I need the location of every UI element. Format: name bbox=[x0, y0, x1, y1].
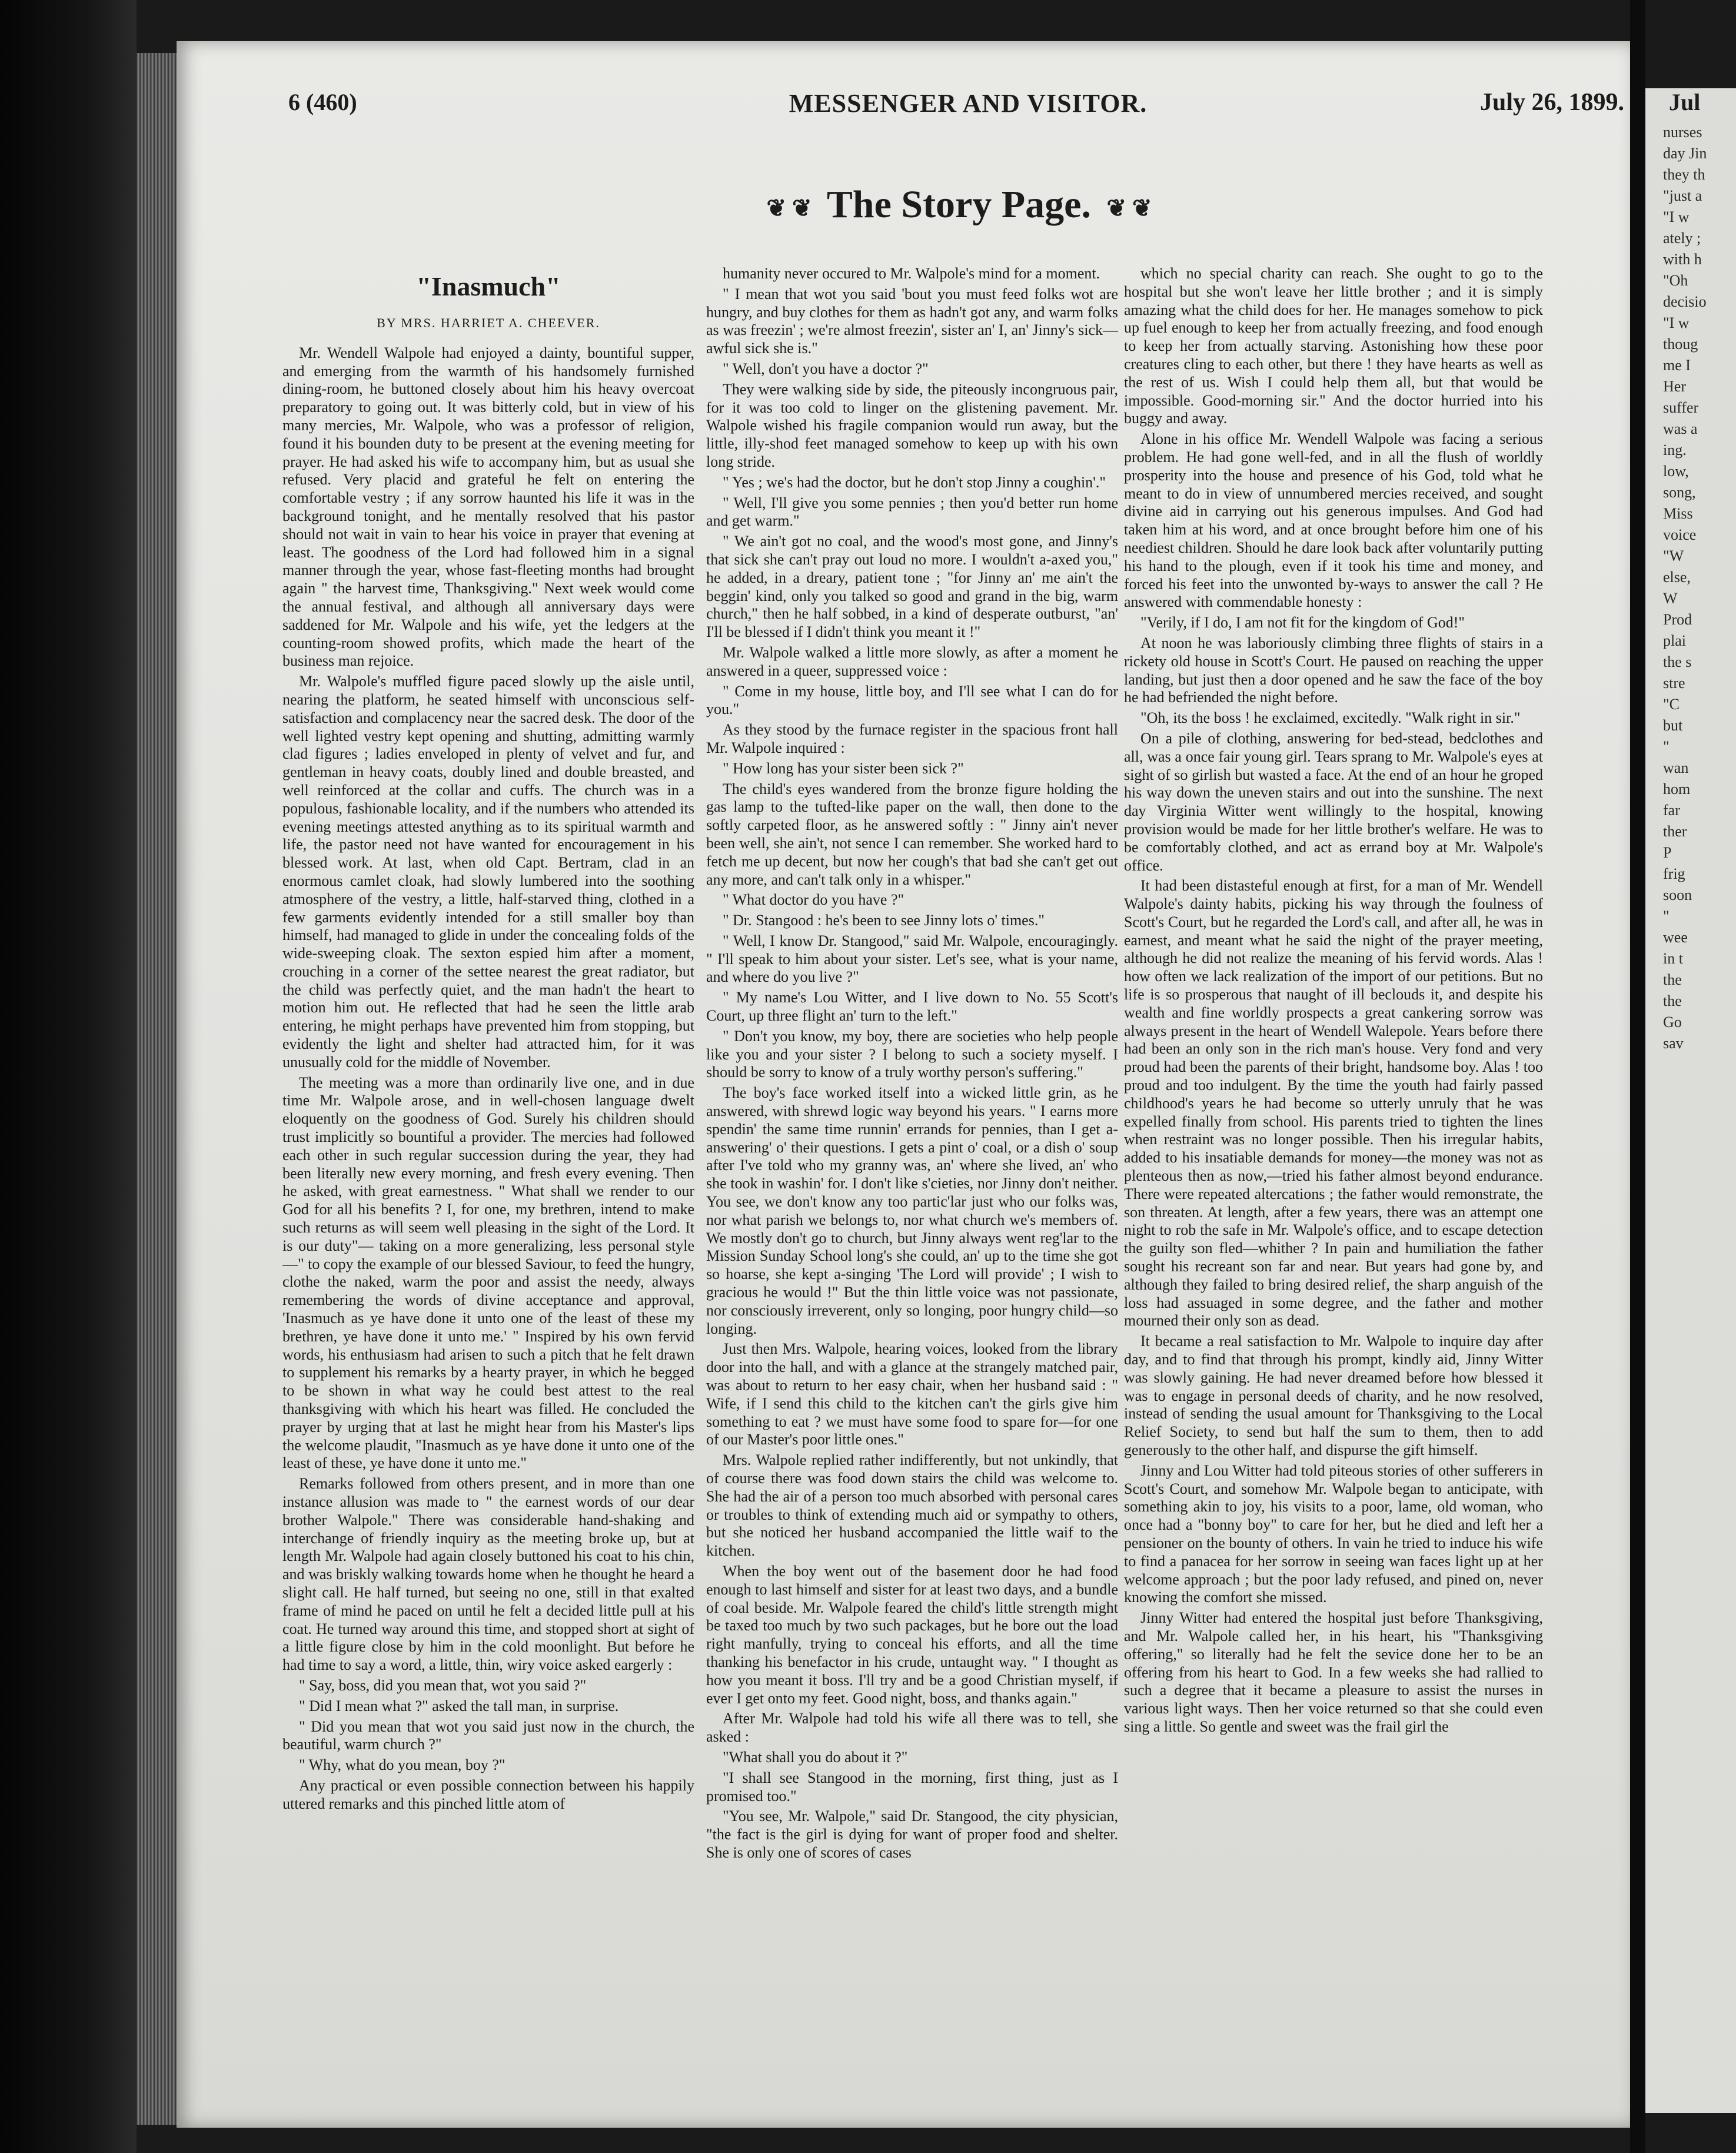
paragraph: " What doctor do you have ?" bbox=[723, 891, 904, 909]
column-3 bbox=[1124, 265, 1543, 2101]
paragraph: " Say, boss, did you mean that, wot you said ?" bbox=[299, 1676, 587, 1694]
column-2-body bbox=[706, 265, 1118, 1862]
issue-date: July 26, 1899. bbox=[1479, 89, 1624, 116]
paragraph: " How long has your sister been sick ?" bbox=[723, 759, 964, 777]
ornament-right-icon: ❦ ❦ bbox=[1106, 195, 1152, 222]
page-header bbox=[288, 88, 1648, 129]
paragraph: Mr. Walpole's muffled figure paced slowly up the aisle until, nearing the platform, he seated himself with unconscious self-satisfaction and complacency near the sacred desk. The door of the well lighted vestry kept opening and shutting, admitting warmly clad figures ; ladies enveloped in plenty of velvet and fur, and gentleman in heavy coats, doubly lined and double breasted, and well reinforced at the collar and cuffs. The church was in a populous, fashionable locality, and if the numbers who attended its evening meetings attested anything as to its spiritual warmth and life, the pastor need not have wanted for encouragement in his blessed work. At last, when old Capt. Bertram, clad in an enormous camlet cloak, had slowly lumbered into the soothing atmosphere of the vestry, a little, half-starved thing, clothed in a few garments evidently intended for a still smaller boy than himself, had managed to glide in under the concealing folds of the wide-sweeping cloak. The sexton espied him after a moment, crouching in a corner of the settee nearest the great radiator, but the child was perfectly quiet, and the man hadn't the heart to motion him out. He reflected that had he seen the little arab entering, he might perhaps have prevented him from stopping, but evidently the light and shelter had attracted him, for it was unusually cold for the middle of November. bbox=[282, 673, 694, 1071]
paragraph: " Why, what do you mean, boy ?" bbox=[299, 1756, 505, 1774]
section-title-text: The Story Page. bbox=[826, 183, 1091, 226]
paragraph: " Come in my house, little boy, and I'll see what I can do for you." bbox=[706, 682, 1118, 718]
paragraph: " Did I mean what ?" asked the tall man, in surprise. bbox=[299, 1697, 619, 1715]
paragraph: " Well, I know Dr. Stangood," said Mr. Walpole, encouragingly. " I'll speak to him about your sister. Let's see, what is your name, and where do you live ?" bbox=[706, 932, 1118, 986]
book-spine bbox=[0, 0, 137, 2153]
paragraph: Just then Mrs. Walpole, hearing voices, looked from the library door into the hall, and with a glance at the strangely matched pair, was about to return to her easy chair, when her husband said : " Wife, if I send this child to the kitchen can't the girls give him something to eat ? we must have some food to spare for—for one of our Master's poor little ones." bbox=[706, 1340, 1118, 1448]
paragraph: Alone in his office Mr. Wendell Walpole was facing a serious problem. He had gone well-fed, and in all the flush of worldly prosperity into the house and presence of his God, told what he meant to do in view of unnumbered mercies received, and sought divine aid in carrying out his generous impulses. And God had taken him at his word, and at once brought before him one of his neediest children. Should he dare look back after voluntarily putting his hand to the plough, even if it took his time and money, and forced his feet into the unwonted by-ways to answer the call ? He answered with commendable honesty : bbox=[1124, 430, 1543, 611]
adjacent-page bbox=[1645, 88, 1736, 2113]
masthead: MESSENGER AND VISITOR. bbox=[789, 89, 1148, 118]
paragraph: " Well, I'll give you some pennies ; then you'd better run home and get warm." bbox=[706, 494, 1118, 530]
paragraph: At noon he was laboriously climbing three flights of stairs in a rickety old house in Scott's Court. He paused on reaching the upper landing, but just then a door opened and he saw the face of the boy he had befriended the night before. bbox=[1124, 634, 1543, 706]
page-number: 6 (460) bbox=[288, 89, 357, 115]
paragraph: humanity never occured to Mr. Walpole's mind for a moment. bbox=[723, 265, 1100, 282]
paragraph: "Verily, if I do, I am not fit for the kingdom of God!" bbox=[1140, 614, 1465, 632]
paragraph: The boy's face worked itself into a wicked little grin, as he answered, with shrewd logic way beyond his years. " I earns more spendin' the same time runnin' errands for pennies, than I get a-answering' o' their questions. I gets a pint o' coal, or a dish o' soup after I've told who my granny was, an' where she lived, an' who she took in washin' for. I don't like s'cieties, nor Jinny don't neither. You see, we don't know any too partic'lar just who our folks was, nor what parish we belongs to, nor what church we's members of. We mostly don't go to church, but Jinny always went reg'lar to the Mission Sunday School long's she could, an' up to the time she got so hoarse, she kept a-singing 'The Lord will provide' ; I wish to gracious he would !" But the thin little voice was not passionate, nor consciously irreverent, only so longing, poor hungry child—so longing. bbox=[706, 1084, 1118, 1337]
paragraph: Mr. Wendell Walpole had enjoyed a dainty, bountiful supper, and emerging from the warmth of his handsomely furnished dining-room, he buttoned closely about him his heavy overcoat preparatory to going out. It was bitterly cold, but in view of his many mercies, Mr. Walpole, who was a professor of religion, found it his bounden duty to be present at the evening meeting for prayer. He had asked his wife to accompany him, but as usual she refused. Very placid and grateful he felt on entering the comfortable vestry ; if any sorrow haunted his life it was in the background tonight, and he mentally resolved that his pastor should not wait in vain to hear his voice in prayer that evening at least. The goodness of the Lord had followed him in a signal manner through the year, whose fast-fleeting months had brought again " the harvest time, Thanksgiving." Next week would come the annual festival, and although all anniversary days were saddened for Mr. Walpole and his wife, yet the ledgers at the counting-room showed profits, which made the heart of the business man rejoice. bbox=[282, 344, 694, 670]
story-byline: BY MRS. HARRIET A. CHEEVER. bbox=[377, 315, 600, 330]
paragraph: " Well, don't you have a doctor ?" bbox=[723, 360, 929, 377]
paragraph: " Yes ; we's had the doctor, but he don't stop Jinny a coughin'." bbox=[723, 473, 1106, 491]
paragraph: Mrs. Walpole replied rather indifferently, but not unkindly, that of course there was food down stairs the child was welcome to. She had the air of a person too much absorbed with personal cares or troubles to think of extending much aid or sympathy to others, but she noticed her husband accompanied the little waif to the kitchen. bbox=[706, 1451, 1118, 1560]
paragraph: As they stood by the furnace register in the spacious front hall Mr. Walpole inquired : bbox=[706, 721, 1118, 756]
paragraph: They were walking side by side, the piteously incongruous pair, for it was too cold to linger on the glistening pavement. Mr. Walpole wished his fragile companion would run away, but the little, illy-shod feet managed somehow to keep up with his own long stride. bbox=[706, 380, 1118, 470]
paragraph: Mr. Walpole walked a little more slowly, as after a moment he answered in a queer, suppressed voice : bbox=[706, 643, 1118, 679]
paragraph: It had been distasteful enough at first, for a man of Mr. Wendell Walpole's dainty habits, picking his way through the foulness of Scott's Court, but he regarded the Lord's call, and after all, he was in earnest, and meant what he said the night of the prayer meeting, although he did not realize the meaning of his fervid words. Alas ! how often we lack realization of the import of our petitions. But no life is so prosperous that naught of ill beclouds it, and despite his wealth and fine worldly prospects a great cankering sorrow was always present in the heart of Wendell Walepole. Years before there had been an only son in the rich man's house. Very fond and very proud had been the parents of their bright, handsome boy. Alas ! too proud and too indulgent. By the time the youth had fairly passed childhood's years he had become so utterly unruly that he was expelled finally from school. His parents tried to tighten the lines when restraint was no longer possible. Then his irregular habits, added to his insatiable demands for money—the money was not as plenteous then as now,—tried his father almost beyond endurance. There were repeated altercations ; the father would remonstrate, the son threaten. At length, after a few years, there was an attempt one night to rob the safe in Mr. Walpole's office, and to escape detection the guilty son fled—whither ? In pain and humiliation the father sought his recreant son far and near. But years had gone by, and although they failed to bring desired relief, the sharp anguish of the loss had assuaged in some degree, and the father and mother mourned their only son as dead. bbox=[1124, 877, 1543, 1330]
paragraph: After Mr. Walpole had told his wife all there was to tell, she asked : bbox=[706, 1710, 1118, 1746]
paragraph: " Don't you know, my boy, there are societies who help people like you and your sister ? I belong to such a society myself. I should be sorry to know of a truly worthy person's suffering." bbox=[706, 1027, 1118, 1081]
paragraph: " Did you mean that wot you said just now in the church, the beautiful, warm church ?" bbox=[282, 1717, 694, 1753]
paragraph: " Dr. Stangood : he's been to see Jinny lots o' times." bbox=[723, 912, 1045, 929]
paragraph: The meeting was a more than ordinarily live one, and in due time Mr. Walpole arose, and in well-chosen language dwelt eloquently on the goodness of God. Surely his children should trust implicitly so bountiful a provider. The mercies had followed each other in such regular succession during the year, they had been literally new every morning, and fresh every evening. Then he asked, with great earnestness. " What shall we render to our God for all his benefits ? I, for one, my brethren, intend to make such returns as will seem well pleasing in the sight of the Lord. It is our duty"— taking on a more generalizing, less personal style—" to copy the example of our blessed Saviour, to feed the hungry, clothe the naked, warm the poor and assist the needy, always remembering the words of divine acceptance and approval, 'Inasmuch as ye have done it unto one of the least of these my brethren, ye have done it unto me.' " Inspired by his own fervid words, his enthusiasm had arisen to such a pitch that he felt drawn to supplement his remarks by a hearty prayer, in which he begged to be shown in what way he could best attest to the real thanksgiving with which his heart was filled. He concluded the prayer by urging that at last he might hear from his Master's lips the welcome plaudit, "Inasmuch as ye have done it unto one of the least of these, ye have done it unto me." bbox=[282, 1074, 694, 1472]
column-1-body bbox=[282, 344, 694, 1813]
paragraph: "You see, Mr. Walpole," said Dr. Stangood, the city physician, "the fact is the girl is dying for want of proper food and shelter. She is only one of scores of cases bbox=[706, 1808, 1118, 1861]
paragraph: Any practical or even possible connection between his happily uttered remarks and this pinched little atom of bbox=[282, 1776, 694, 1812]
ornament-left-icon: ❦ ❦ bbox=[766, 195, 812, 222]
paragraph: When the boy went out of the basement door he had food enough to last himself and sister for at least two days, and a bundle of coal beside. Mr. Walpole feared the child's little strength might be taxed too much by two such packages, but he bore out the load right manfully, trying to conceal his efforts, and all the time thanking his benefactor in his crude, untaught way. " I thought as how you meant it boss. I'll try and be a good Christian myself, if ever I get onto my feet. Good night, boss, and thanks again." bbox=[706, 1562, 1118, 1707]
adjacent-page-header: Jul bbox=[1669, 89, 1701, 115]
paragraph: Jinny and Lou Witter had told piteous stories of other sufferers in Scott's Court, and somehow Mr. Walpole began to anticipate, with something akin to joy, his visits to a poor, lame, old woman, who once had a "bonny boy" to care for her, but he died and left her a pensioner on the bounty of others. In vain he tried to induce his wife to find a panacea for her sorrow in seeing wan faces light up at her welcome approach ; but the poor lady refused, and pined on, never knowing the comfort she missed. bbox=[1124, 1461, 1543, 1606]
story-title: "Inasmuch" bbox=[416, 271, 561, 301]
newspaper-page bbox=[177, 41, 1630, 2128]
column-3-body bbox=[1124, 265, 1543, 1736]
paragraph: It became a real satisfaction to Mr. Walpole to inquire day after day, and to find that through his prompt, kindly aid, Jinny Witter was slowly gaining. He had never dreamed before how blessed it was to engage in personal deeds of charity, and he now resolved, instead of sending the usual amount for Thanksgiving to the Local Relief Society, to send but half the sum to them, then to add generously to the other half, and dispurse the gift himself. bbox=[1124, 1333, 1543, 1458]
column-2 bbox=[706, 265, 1118, 2101]
section-title bbox=[636, 182, 1283, 227]
paragraph: " We ain't got no coal, and the wood's most gone, and Jinny's that sick she can't pray out loud no more. I wouldn't a-axed you," he added, in a dreary, patient tone ; "for Jinny an' me ain't the beggin' kind, only you talked so good and grand in the big, warm church," then he half sobbed, in a kind of desperate outburst, "an' I'll be blessed if I didn't think you meant it !" bbox=[706, 533, 1118, 641]
paragraph: Jinny Witter had entered the hospital just before Thanksgiving, and Mr. Walpole called her, in his heart, his "Thanksgiving offering," so literally had he felt the sevice done her to be an offering from his heart to God. In a few weeks she had rallied to such a degree that it became a pleasure to assist the nurses in various light ways. Then her voice returned so that she could even sing a little. So gentle and sweet was the frail girl the bbox=[1124, 1609, 1543, 1735]
paragraph: "Oh, its the boss ! he exclaimed, excitedly. "Walk right in sir." bbox=[1140, 709, 1521, 727]
paragraph: "I shall see Stangood in the morning, first thing, just as I promised too." bbox=[706, 1769, 1118, 1805]
paragraph: The child's eyes wandered from the bronze figure holding the gas lamp to the tufted-like paper on the wall, then done to the softly carpeted floor, as he answered softly : " Jinny ain't never been well, she ain't, not sence I can remember. She worked hard to fetch me up decent, but now her cough's that bad she can't get out any more, and can't talk only in a whisper." bbox=[706, 780, 1118, 888]
book-gutter bbox=[1630, 0, 1645, 2153]
paragraph: " I mean that wot you said 'bout you must feed folks wot are hungry, and buy clothes for them as hadn't got any, and warm folks as was freezin' ; we're almost freezin', sister an' I, an' Jinny's sick—awful sick she is." bbox=[706, 285, 1118, 357]
paragraph: " My name's Lou Witter, and I live down to No. 55 Scott's Court, up three flight an' turn to the left." bbox=[706, 989, 1118, 1025]
adjacent-page-text: nurses day Jin they th "just a "I w ately ; with h "Oh decisio "I w thoug me I Her suffer was a ing. low, song, Miss voice "W else, W Prod plai the s stre "C but " wan hom far ther P frig soon " wee in t the the Go sav bbox=[1663, 124, 1707, 1052]
column-1 bbox=[282, 259, 694, 2107]
paragraph: "What shall you do about it ?" bbox=[723, 1748, 908, 1766]
paragraph: On a pile of clothing, answering for bed-stead, bedclothes and all, was a once fair young girl. Tears sprang to Mr. Walpole's eyes at sight of so girlish but wasted a face. At the end of an hour he groped his way down the uneven stairs and out into the sunshine. The next day Virginia Witter went willingly to the hospital, knowing provision would be made for her little brother's welfare. He was to be comfortably clothed, and act as errand boy at Mr. Walpole's office. bbox=[1124, 729, 1543, 874]
paragraph: Remarks followed from others present, and in more than one instance allusion was made to " the earnest words of our dear brother Walpole." There was considerable hand-shaking and interchange of friendly inquiry as the meeting broke up, but at length Mr. Walpole had again closely buttoned his coat to his chin, and was briskly walking towards home when he thought he heard a slight call. He half turned, but seeing no one, still in that exalted frame of mind he paced on until he felt a decided little pull at his coat. He turned way around this time, and stopped short at sight of a little figure close by him in the cold moonlight. But before he had time to say a word, a little, thin, wiry voice asked eargerly : bbox=[282, 1475, 694, 1674]
paragraph: which no special charity can reach. She ought to go to the hospital but she won't leave her little brother ; and it is simply amazing what the child does for her. He manages somehow to pick up fuel enough to keep her from actually freezing, and food enough to keep her from actually starving. Astonishing how these poor creatures cling to each other, but there ! they have hearts as well as the rest of us. Wish I could help them all, but that would be impossible. Good-morning sir." And the doctor hurried into his buggy and away. bbox=[1124, 265, 1543, 427]
